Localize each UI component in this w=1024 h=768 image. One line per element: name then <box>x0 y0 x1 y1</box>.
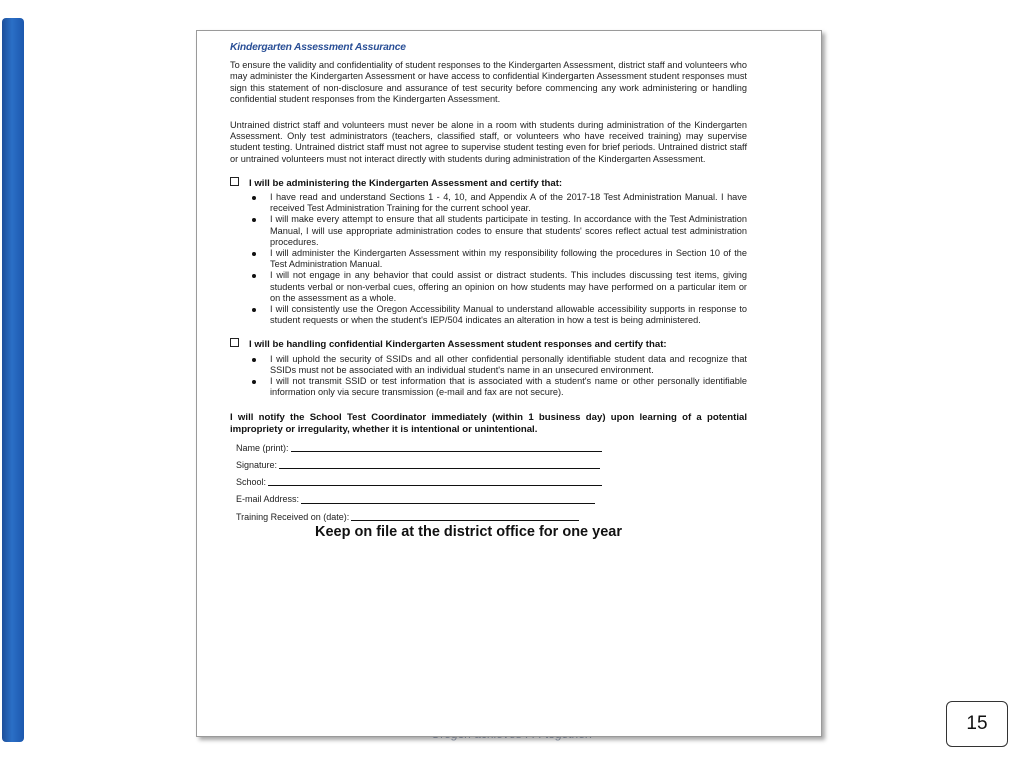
administering-list <box>230 192 747 326</box>
handling-checkbox-row[interactable] <box>230 338 747 350</box>
list-item: I will make every attempt to ensure that all students participate in testing. In accordance with the Test Administration Manual, I will use appropriate administration codes to ensure that students' scores reflect actual test administration procedures. <box>252 214 747 248</box>
bullet-icon <box>252 380 256 384</box>
handling-list <box>230 354 747 399</box>
document-page <box>196 30 822 737</box>
notify-statement: I will notify the School Test Coordinator immediately (within 1 business day) upon learning of a potential impropriety or irregularity, whether it is intentional or unintentional. <box>230 412 747 435</box>
training-field-label: Training Received on (date): <box>236 511 350 522</box>
school-field-row[interactable] <box>236 471 747 488</box>
training-field-line[interactable] <box>351 520 579 521</box>
email-field-label: E-mail Address: <box>236 494 300 505</box>
signature-field-line[interactable] <box>279 468 600 469</box>
name-field-row[interactable] <box>236 437 747 454</box>
administering-heading: I will be administering the Kindergarten Assessment and certify that: <box>249 177 563 189</box>
signature-field-row[interactable] <box>236 454 747 471</box>
email-field-row[interactable] <box>236 488 747 505</box>
intro-paragraph: To ensure the validity and confidentiality of student responses to the Kindergarten Assessment, district staff and volunteers who may administer the Kindergarten Assessment or have access to confidential Kindergarten Assessment student responses must sign this statement of non-disclosure and assurance of test security before commencing any work administering or handling confidential student responses from the Kindergarten Assessment. <box>230 60 747 104</box>
list-item: I will not engage in any behavior that could assist or distract students. This includes discussing test items, giving students verbal or non-verbal cues, offering an opinion on how students may have performed on a particular item or on the assessment as a whole. <box>252 270 747 304</box>
bullet-icon <box>252 252 256 256</box>
list-item: I will administer the Kindergarten Assessment within my responsibility following the procedures in Section 10 of the Test Administration Manual. <box>252 248 747 270</box>
name-field-label: Name (print): <box>236 442 289 453</box>
bullet-icon <box>252 308 256 312</box>
training-field-row[interactable] <box>236 506 747 523</box>
bullet-icon <box>252 218 256 222</box>
school-field-label: School: <box>236 477 267 488</box>
signature-field-label: Signature: <box>236 460 278 471</box>
list-item: I have read and understand Sections 1 - 4, 10, and Appendix A of the 2017-18 Test Administration Manual. I have received Test Administration Training for the current school year. <box>252 192 747 214</box>
checkbox-icon[interactable] <box>230 177 239 186</box>
list-item: I will consistently use the Oregon Accessibility Manual to understand allowable accessibility supports in response to student requests or when the student's IEP/504 indicates an alteration in how a test is being administered. <box>252 304 747 326</box>
untrained-staff-paragraph: Untrained district staff and volunteers must never be alone in a room with students during administration of the Kindergarten Assessment. Only test administrators (teachers, classified staff, or volunteers who have received training) may supervise student testing. Untrained district staff must not agree to supervise student testing even for brief periods. Untrained district staff or untrained volunteers must not interact directly with students during administration of the Kindergarten Assessment. <box>230 120 747 164</box>
bullet-icon <box>252 196 256 200</box>
page-number-badge <box>946 701 1008 747</box>
signature-fields <box>230 437 747 523</box>
bullet-icon <box>252 274 256 278</box>
email-field-line[interactable] <box>301 503 595 504</box>
handling-heading: I will be handling confidential Kindergarten Assessment student responses and certify that: <box>249 339 667 351</box>
document-content <box>230 42 747 538</box>
keep-on-file-note: Keep on file at the district office for one year <box>315 523 622 540</box>
page-number: 15 <box>966 713 988 734</box>
bullet-icon <box>252 358 256 362</box>
school-field-line[interactable] <box>268 485 602 486</box>
checkbox-icon[interactable] <box>230 338 239 347</box>
administering-checkbox-row[interactable] <box>230 177 747 189</box>
name-field-line[interactable] <box>291 451 602 452</box>
document-title: Kindergarten Assessment Assurance <box>230 42 406 53</box>
list-item: I will uphold the security of SSIDs and all other confidential personally identifiable student data and recognize that SSIDs must not be associated with an individual student's name in an unsecured environment. <box>252 354 747 376</box>
list-item: I will not transmit SSID or test information that is associated with a student's name or other personally identifiable information only via secure transmission (e-mail and fax are not secure). <box>252 376 747 398</box>
sidebar-accent-bar <box>2 18 24 742</box>
